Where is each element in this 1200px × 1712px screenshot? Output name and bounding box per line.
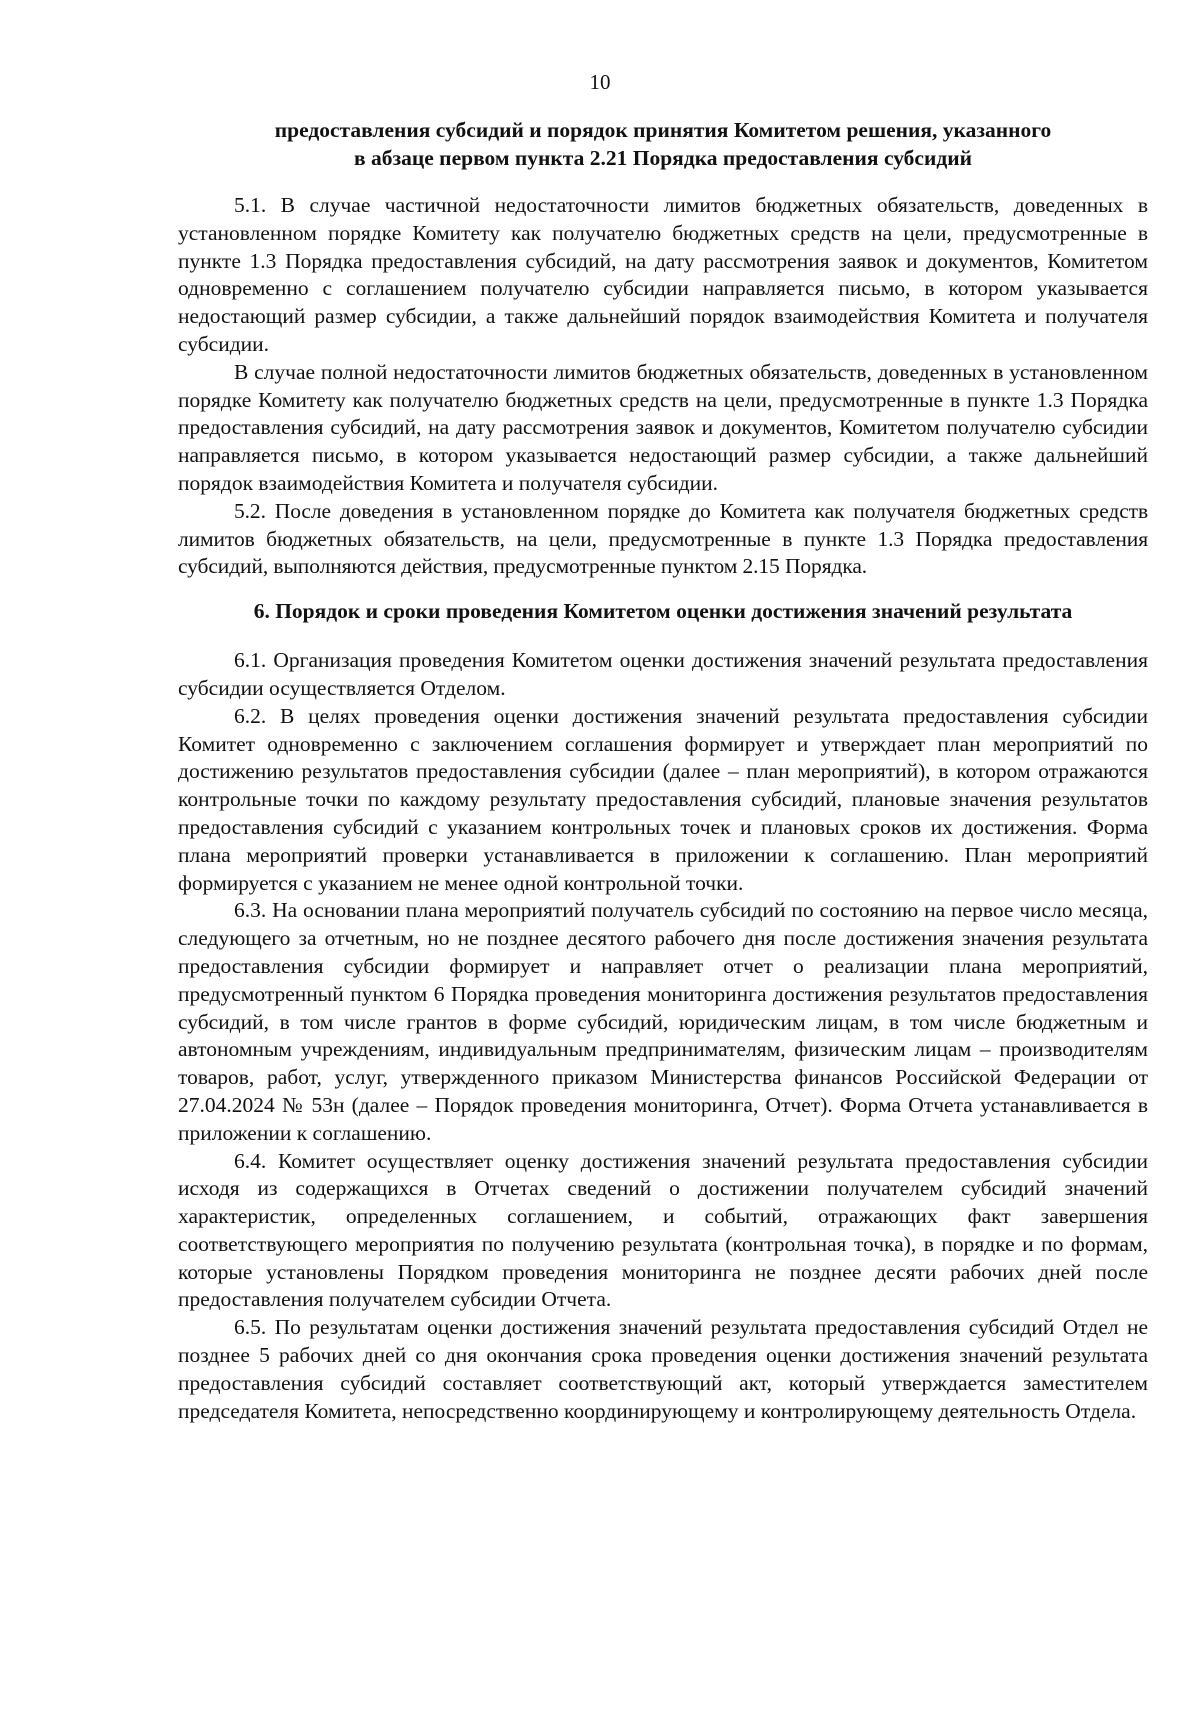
paragraph-6-4: 6.4. Комитет осуществляет оценку достижения значений результата предоставления субсидии исходя из содержащихся в Отчетах сведений о достижении получателем субсидий значений характеристик, определенных соглашением, и событий, отражающих факт завершения соответствующего мероприятия по получению результата (контрольная точка), в порядке и по формам, которые установлены Порядком проведения мониторинга не позднее десяти рабочих дней после предоставления получателем субсидии Отчета. (178, 1148, 1148, 1312)
paragraph-6-5: 6.5. По результатам оценки достижения значений результата предоставления субсидий Отдел не позднее 5 рабочих дней со дня окончания срока проведения оценки достижения значений результата предоставления субсидий составляет соответствующий акт, который утверждается заместителем председателя Комитета, непосредственно координирующему и контролирующему деятельность Отдела. (178, 1315, 1148, 1423)
section-5-heading (178, 116, 1148, 172)
section-5-heading-line-1: предоставления субсидий и порядок принятия Комитетом решения, указанного (274, 118, 1052, 142)
section-6-heading: 6. Порядок и сроки проведения Комитетом оценки достижения значений результата (253, 599, 1073, 624)
paragraph-6-1: 6.1. Организация проведения Комитетом оценки достижения значений результата предоставления субсидии осуществляется Отделом. (178, 648, 1148, 700)
paragraph-5-1-continued: В случае полной недостаточности лимитов бюджетных обязательств, доведенных в установленном порядке Комитету как получателю бюджетных средств на цели, предусмотренные в пункте 1.3 Порядка предоставления субсидий, на дату рассмотрения заявок и документов, Комитетом получателю субсидии направляется письмо, в котором указывается недостающий размер субсидии, а также дальнейший порядок взаимодействия Комитета и получателя субсидии. (178, 359, 1148, 495)
paragraph-5-1: 5.1. В случае частичной недостаточности лимитов бюджетных обязательств, доведенных в установленном порядке Комитету как получателю бюджетных средств на цели, предусмотренные в пункте 1.3 Порядка предоставления субсидий, на дату рассмотрения заявок и документов, Комитетом одновременно с соглашением получателю субсидии направляется письмо, в котором указывается недостающий размер субсидии, а также дальнейший порядок взаимодействия Комитета и получателя субсидии. (178, 193, 1148, 356)
paragraph-5-2: 5.2. После доведения в установленном порядке до Комитета как получателя бюджетных средств лимитов бюджетных обязательств, на цели, предусмотренные в пункте 1.3 Порядка предоставления субсидий, выполняются действия, предусмотренные пунктом 2.15 Порядка. (178, 498, 1148, 579)
paragraph-6-2: 6.2. В целях проведения оценки достижения значений результата предоставления субсидии Комитет одновременно с заключением соглашения формирует и утверждает план мероприятий по достижению результатов предоставления субсидии (далее – план мероприятий), в котором отражаются контрольные точки по каждому результату предоставления субсидий, плановые значения результатов предоставления субсидий с указанием контрольных точек и плановых сроков их достижения. Форма плана мероприятий проверки устанавливается в приложении к соглашению. План мероприятий формируется с указанием не менее одной контрольной точки. (178, 703, 1148, 895)
section-5-heading-line-2: в абзаце первом пункта 2.21 Порядка предоставления субсидий (354, 146, 972, 170)
document-body (178, 116, 1148, 1425)
paragraph-6-3: 6.3. На основании плана мероприятий получатель субсидий по состоянию на первое число месяца, следующего за отчетным, но не позднее десятого рабочего дня после достижения значения результата предоставления субсидии формирует и направляет отчет о реализации плана мероприятий, предусмотренный пунктом 6 Порядка проведения мониторинга достижения результатов предоставления субсидий, в том числе грантов в форме субсидий, юридическим лицам, в том числе бюджетным и автономным учреждениям, индивидуальным предпринимателям, физическим лицам – производителям товаров, работ, услуг, утвержденного приказом Министерства финансов Российской Федерации от 27.04.2024 № 53н (далее – Порядок проведения мониторинга, Отчет). Форма Отчета устанавливается в приложении к соглашению. (178, 898, 1148, 1145)
page-number: 10 (589, 70, 611, 94)
